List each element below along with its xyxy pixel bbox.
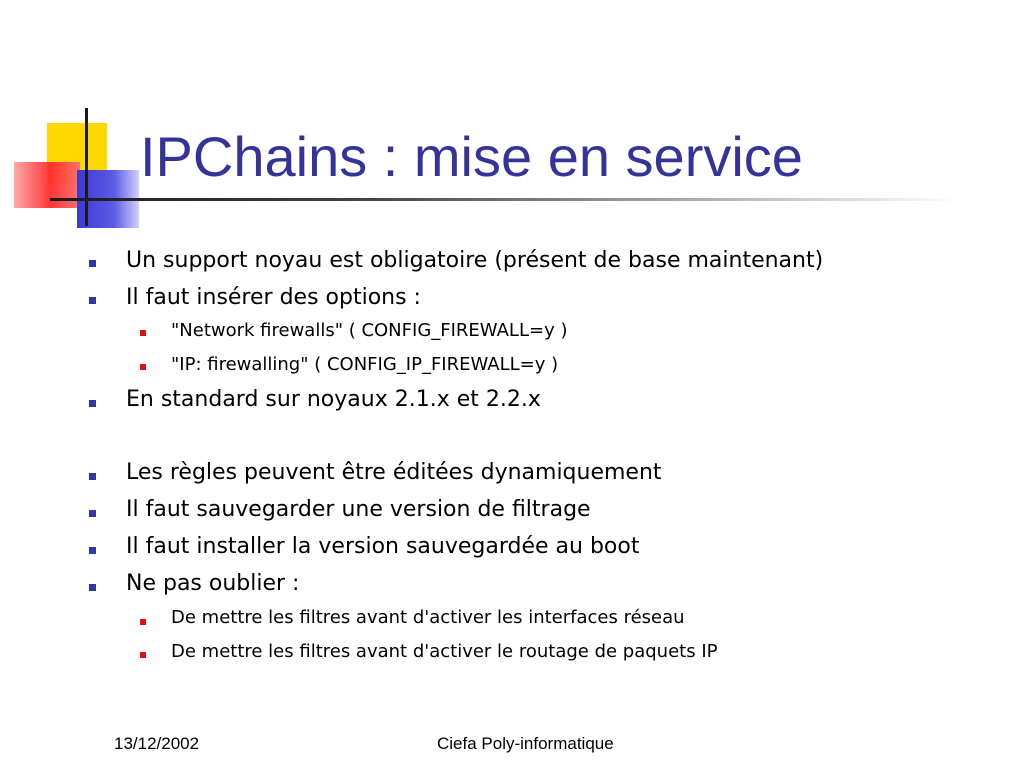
list-item: Ne pas oublier : <box>126 571 300 596</box>
sub-list-item: De mettre les filtres avant d'activer le routage de paquets IP <box>171 641 718 662</box>
sub-bullet-marker <box>140 364 146 370</box>
bullet-marker <box>89 400 96 407</box>
sub-bullet-marker <box>140 330 146 336</box>
list-item: Il faut installer la version sauvegardée au boot <box>126 534 640 559</box>
footer-date: 13/12/2002 <box>114 734 200 753</box>
bullet-marker <box>89 510 96 517</box>
sub-list-item: "IP: firewalling" ( CONFIG_IP_FIREWALL=y ) <box>171 354 559 375</box>
bullet-marker <box>89 260 96 267</box>
bullet-marker <box>89 547 96 554</box>
sub-list-item: De mettre les filtres avant d'activer les interfaces réseau <box>171 607 685 628</box>
footer-organization: Ciefa Poly-informatique <box>437 734 614 753</box>
list-item: Il faut insérer des options : <box>126 285 421 310</box>
list-item: En standard sur noyaux 2.1.x et 2.2.x <box>126 387 541 412</box>
sub-bullet-marker <box>140 652 146 658</box>
list-item: Un support noyau est obligatoire (présent de base maintenant) <box>126 248 824 273</box>
bullet-marker <box>89 584 96 591</box>
bullet-marker <box>89 473 96 480</box>
slide-title: IPChains : mise en service <box>140 125 803 188</box>
bullet-marker <box>89 297 96 304</box>
sub-bullet-marker <box>140 619 146 625</box>
list-item: Les règles peuvent être éditées dynamiquement <box>126 460 662 485</box>
sub-list-item: "Network firewalls" ( CONFIG_FIREWALL=y ) <box>171 320 568 341</box>
list-item: Il faut sauvegarder une version de filtrage <box>126 497 591 522</box>
